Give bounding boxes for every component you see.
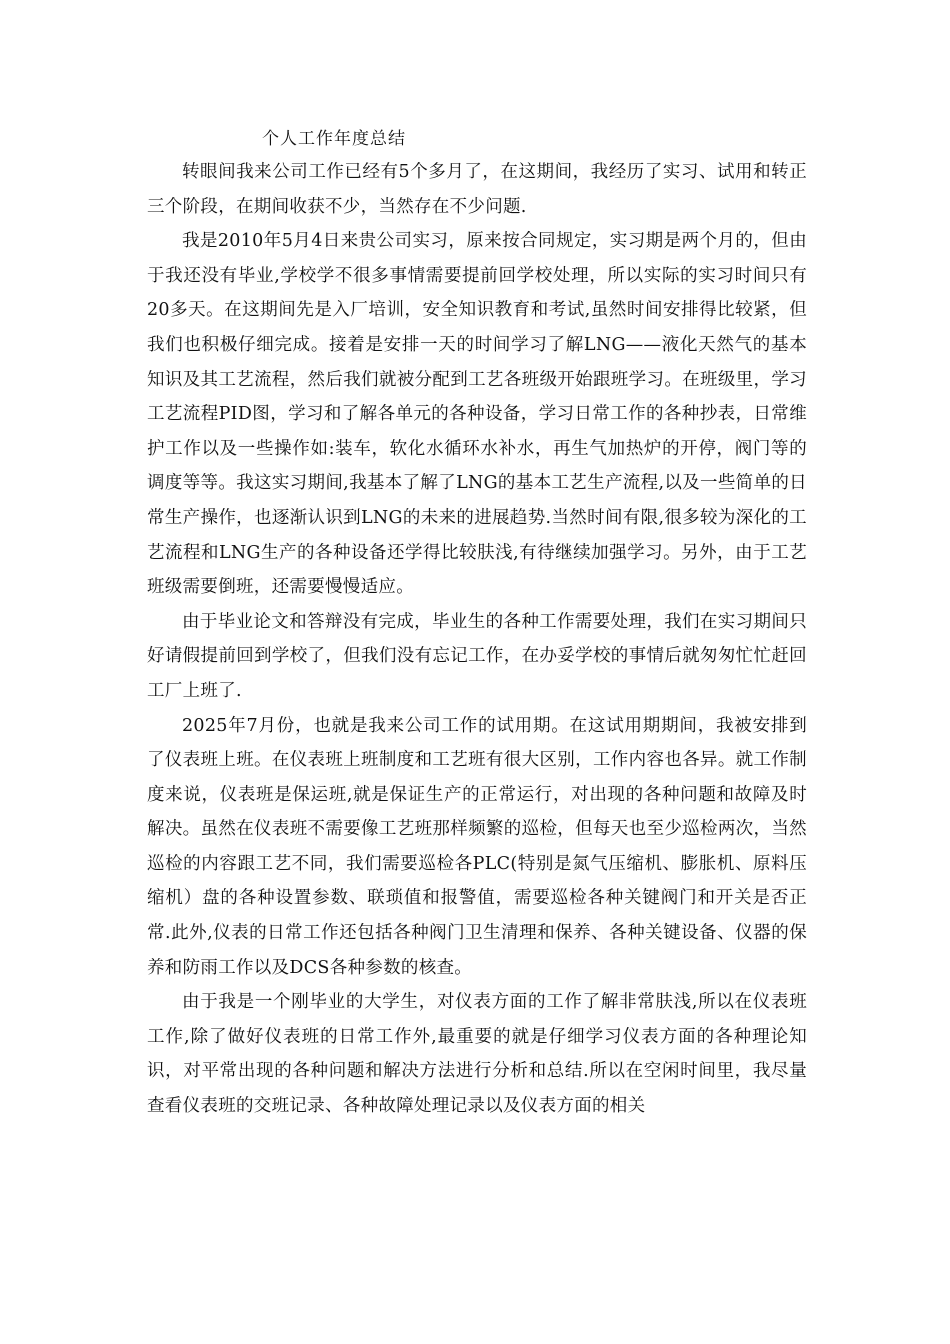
paragraph-learning: 由于我是一个刚毕业的大学生，对仪表方面的工作了解非常肤浅,所以在仪表班工作,除了做好仪表班的日常工作外,最重要的就是仔细学习仪表方面的各种理论知识，对平常出现的各种问题和解决方法进行分析和总结.所以在空闲时间里，我尽量查看仪表班的交班记录、各种故障处理记录以及仪表方面的相关 [147, 992, 807, 1117]
paragraph-probation: 2025年7月份，也就是我来公司工作的试用期。在这试用期期间，我被安排到了仪表班上班。在仪表班上班制度和工艺班有很大区别，工作内容也各异。就工作制度来说，仪表班是保运班,就是保证生产的正常运行，对出现的各种问题和故障及时解决。虽然在仪表班不需要像工艺班那样频繁的巡检，但每天也至少巡检两次，当然巡检的内容跟工艺不同，我们需要巡检各PLC(特别是氮气压缩机、膨胀机、原料压缩机）盘的各种设置参数、联琐值和报警值，需要巡检各种关键阀门和开关是否正常.此外,仪表的日常工作还包括各种阀门卫生清理和保养、各种关键设备、仪器的保养和防雨工作以及DCS各种参数的核查。 [147, 715, 807, 978]
paragraph-internship: 我是2010年5月4日来贵公司实习，原来按合同规定，实习期是两个月的，但由于我还没有毕业,学校学不很多事情需要提前回学校处理，所以实际的实习时间只有20多天。在这期间先是入厂培训，安全知识教育和考试,虽然时间安排得比较紧，但我们也积极仔细完成。接着是安排一天的时间学习了解LNG——液化天然气的基本知识及其工艺流程，然后我们就被分配到工艺各班级开始跟班学习。在班级里，学习工艺流程PID图，学习和了解各单元的各种设备，学习日常工作的各种抄表，日常维护工作以及一些操作如:装车，软化水循环水补水，再生气加热炉的开停，阀门等的调度等等。我这实习期间,我基本了解了LNG的基本工艺生产流程,以及一些简单的日常生产操作，也逐渐认识到LNG的未来的进展趋势.当然时间有限,很多较为深化的工艺流程和LNG生产的各种设备还学得比较肤浅,有待继续加强学习。另外，由于工艺班级需要倒班，还需要慢慢适应。 [147, 231, 807, 598]
document-body [147, 155, 807, 1124]
paragraph-intro: 转眼间我来公司工作已经有5个多月了，在这期间，我经历了实习、试用和转正三个阶段，在期间收获不少，当然存在不少问题. [147, 162, 807, 217]
paragraph-graduation: 由于毕业论文和答辩没有完成，毕业生的各种工作需要处理，我们在实习期间只好请假提前回到学校了，但我们没有忘记工作，在办妥学校的事情后就匆匆忙忙赶回工厂上班了. [147, 611, 807, 701]
document-title: 个人工作年度总结 [262, 129, 406, 149]
